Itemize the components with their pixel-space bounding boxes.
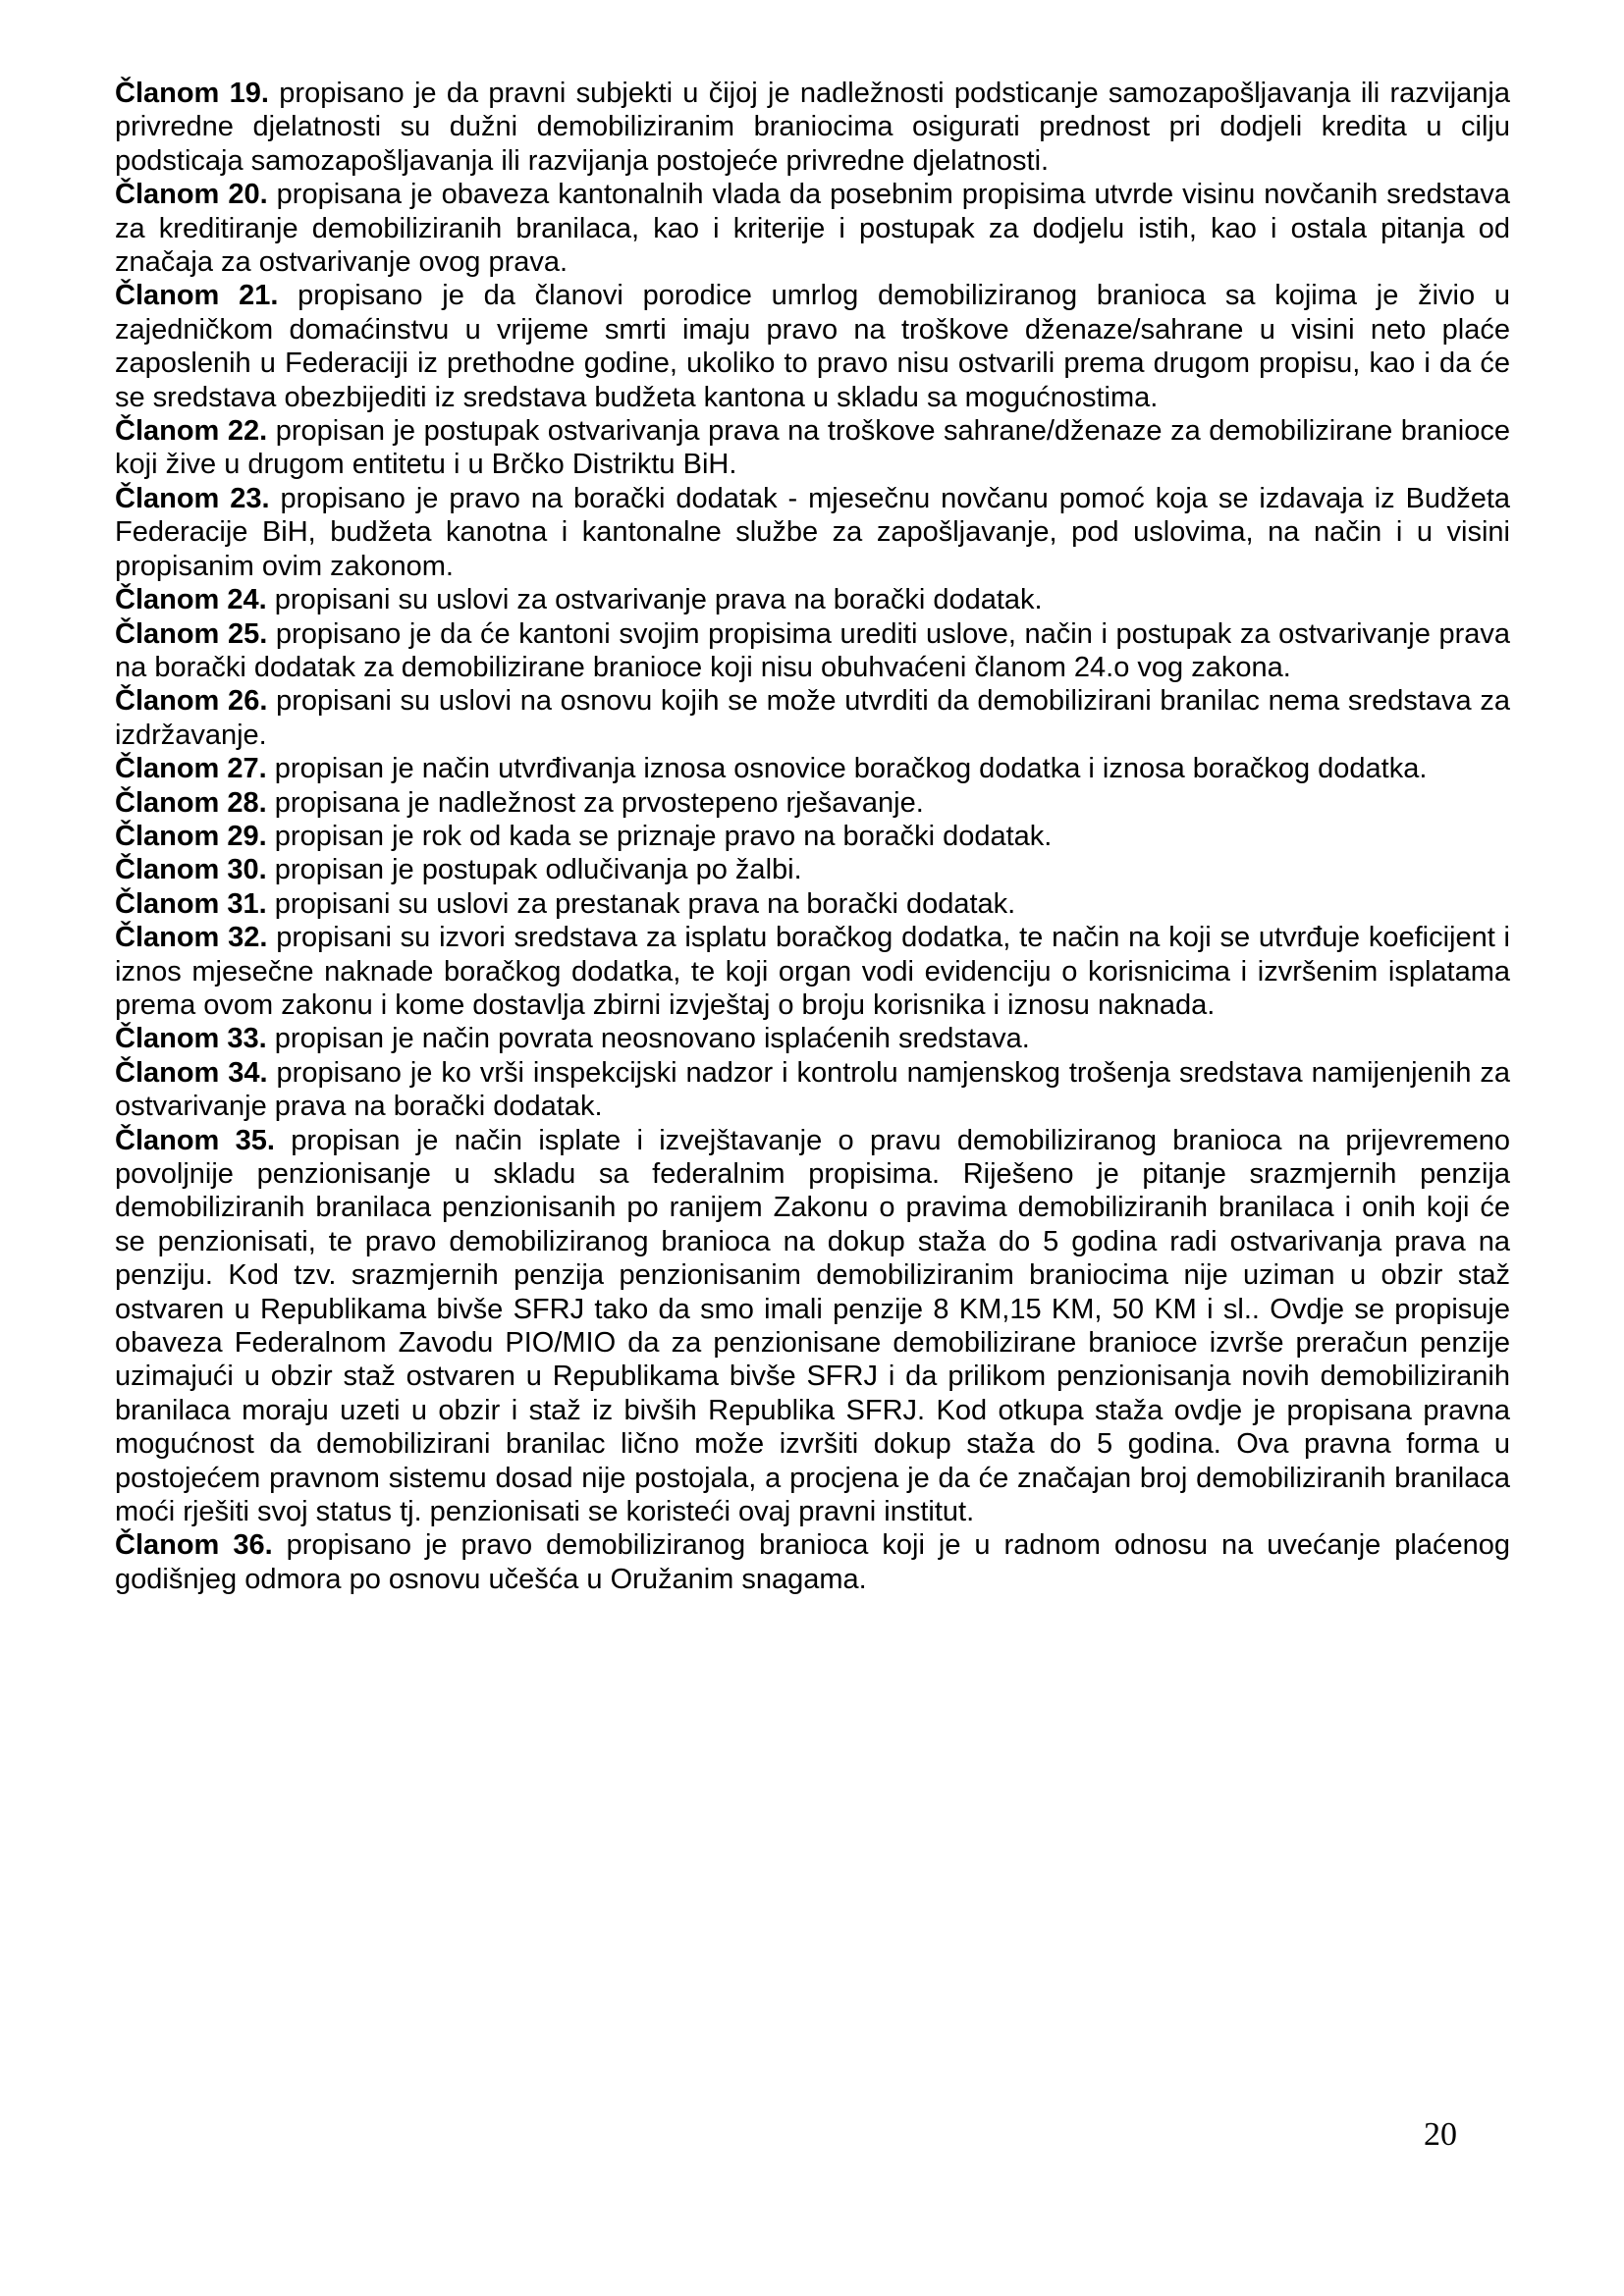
article-text: propisani su uslovi za prestanak prava na borački dodatak. — [274, 887, 1016, 920]
article-paragraph — [115, 279, 1510, 414]
article-lead: Članom 20. — [115, 179, 268, 211]
article-paragraph — [115, 684, 1510, 752]
article-text: propisano je pravo demobiliziranog branioca koji je u radnom odnosu na uvećanje plaćenog godišnjeg odmora po osnovu učešća u Oružanim snagama. — [115, 1529, 1510, 1595]
article-text: propisano je pravo na borački dodatak - mjesečnu novčanu pomoć koja se izdavaja iz Budžeta Federacije BiH, budžeta kanotna i kantonalne službe za zapošljavanje, pod uslovima, na način i u visini propisanim ovim zakonom. — [115, 482, 1511, 582]
article-lead: Članom 25. — [115, 617, 268, 650]
article-text: propisani su izvori sredstava za isplatu boračkog dodatka, te način na koji se utvrđuje koeficijent i iznos mjesečne naknade boračkog dodatka, te koji organ vodi evidenciju o korisnicima i izvršenim isplatama prema ovom zakonu i kome dostavlja zbirni izvještaj o broju korisnika i iznosu naknada. — [115, 922, 1510, 1021]
article-paragraph — [115, 887, 1510, 921]
article-lead: Članom 22. — [115, 415, 268, 448]
article-paragraph — [115, 77, 1510, 178]
article-text: propisan je način utvrđivanja iznosa osnovice boračkog dodatka i iznosa boračkog dodatka. — [274, 753, 1428, 785]
article-lead: Članom 34. — [115, 1056, 268, 1089]
article-paragraph — [115, 1124, 1510, 1529]
page-number: 20 — [1424, 2116, 1457, 2153]
article-lead: Članom 29. — [115, 820, 267, 852]
article-text: propisan je postupak ostvarivanja prava na troškove sahrane/dženaze za demobilizirane branioce koji žive u drugom entitetu i u Brčko Distriktu BiH. — [115, 415, 1510, 481]
article-lead: Članom 24. — [115, 584, 267, 616]
article-text: propisano je da pravni subjekti u čijoj je nadležnosti podsticanje samozapošljavanja ili razvijanja privredne djelatnosti su dužni demobiliziranim braniocima osigurati prednost pri dodjeli kredita u cilju podsticaja samozapošljavanja ili razvijanja postojeće privredne djelatnosti. — [115, 78, 1510, 177]
article-lead: Članom 28. — [115, 786, 267, 819]
article-lead: Članom 36. — [115, 1529, 273, 1562]
article-paragraph — [115, 482, 1510, 583]
article-lead: Članom 31. — [115, 887, 267, 920]
article-paragraph — [115, 820, 1510, 853]
article-paragraph — [115, 752, 1510, 785]
article-paragraph — [115, 178, 1510, 279]
article-text: propisan je način isplate i izvejštavanje o pravu demobiliziranog branioca na prijevremeno povoljnije penzionisanje u skladu sa federalnim propisima. Riješeno je pitanje srazmjernih penzija demobiliziranih branilaca penzionisanih po ranijem Zakonu o pravima demobiliziranih branilaca i onih koji će se penzionisati, te pravo demobiliziranog branioca na dokup staža do 5 godina radi ostvarivanja prava na penziju. Kod tzv. srazmjernih penzija penzionisanim demobiliziranim braniocima nije uziman u obzir staž ostvaren u Republikama bivše SFRJ tako da smo imali penzije 8 KM,15 KM, 50 KM i sl.. Ovdje se propisuje obaveza Federalnom Zavodu PIO/MIO da za penzionisane demobilizirane branioce izvrše preračun penzije uzimajući u obzir staž ostvaren u Republikama bivše SFRJ i da prilikom penzionisanja novih demobiliziranih branilaca moraju uzeti u obzir i staž iz bivših Republika SFRJ. Kod otkupa staža ovdje je propisana pravna mogućnost da demobilizirani branilac lično može izvršiti dokup staža do 5 godina. Ova pravna forma u postojećem pravnom sistemu dosad nije postojala, a procjena je da će značajan broj demobiliziranih branilaca moći rješiti svoj status tj. penzionisati se koristeći ovaj pravni institut. — [115, 1124, 1510, 1528]
article-lead: Članom 21. — [115, 280, 279, 312]
article-lead: Članom 27. — [115, 753, 267, 785]
article-text: propisano je ko vrši inspekcijski nadzor i kontrolu namjenskog trošenja sredstava namijenjenih za ostvarivanje prava na borački dodatak. — [115, 1056, 1511, 1123]
article-paragraph — [115, 414, 1510, 482]
article-paragraph — [115, 583, 1510, 616]
article-paragraph — [115, 786, 1510, 820]
article-paragraph — [115, 921, 1510, 1022]
article-lead: Članom 26. — [115, 685, 268, 718]
article-paragraph — [115, 853, 1510, 886]
article-text: propisana je nadležnost za prvostepeno rješavanje. — [274, 786, 924, 819]
article-lead: Članom 30. — [115, 854, 267, 886]
article-text: propisani su uslovi na osnovu kojih se može utvrditi da demobilizirani branilac nema sredstava za izdržavanje. — [115, 685, 1510, 751]
article-text: propisan je način povrata neosnovano isplaćenih sredstava. — [274, 1023, 1030, 1055]
article-paragraph — [115, 1528, 1510, 1596]
article-text: propisan je rok od kada se priznaje pravo na borački dodatak. — [274, 820, 1053, 852]
document-body — [115, 77, 1510, 1596]
article-text: propisan je postupak odlučivanja po žalbi. — [274, 854, 802, 886]
article-lead: Članom 32. — [115, 922, 268, 954]
article-text: propisana je obaveza kantonalnih vlada da posebnim propisima utvrde visinu novčanih sredstava za kreditiranje demobiliziranih branilaca, kao i kriterije i postupak za dodjelu istih, kao i ostala pitanja od značaja za ostvarivanje ovog prava. — [115, 179, 1511, 279]
article-paragraph — [115, 1056, 1510, 1124]
article-paragraph — [115, 617, 1510, 685]
article-text: propisani su uslovi za ostvarivanje prava na borački dodatak. — [274, 584, 1043, 616]
article-text: propisano je da članovi porodice umrlog demobiliziranog branioca sa kojima je živio u zajedničkom domaćinstvu u vrijeme smrti imaju pravo na troškove dženaze/sahrane u visini neto plaće zaposlenih u Federaciji iz prethodne godine, ukoliko to pravo nisu ostvarili prema drugom propisu, kao i da će se sredstava obezbijediti iz sredstava budžeta kantona u skladu sa mogućnostima. — [115, 280, 1510, 413]
article-paragraph — [115, 1022, 1510, 1055]
article-lead: Članom 35. — [115, 1124, 275, 1156]
article-text: propisano je da će kantoni svojim propisima urediti uslove, način i postupak za ostvarivanje prava na borački dodatak za demobilizirane branioce koji nisu obuhvaćeni članom 24.o vog zakona. — [115, 617, 1511, 683]
article-lead: Članom 19. — [115, 78, 269, 109]
article-lead: Članom 23. — [115, 482, 270, 514]
article-lead: Članom 33. — [115, 1023, 267, 1055]
